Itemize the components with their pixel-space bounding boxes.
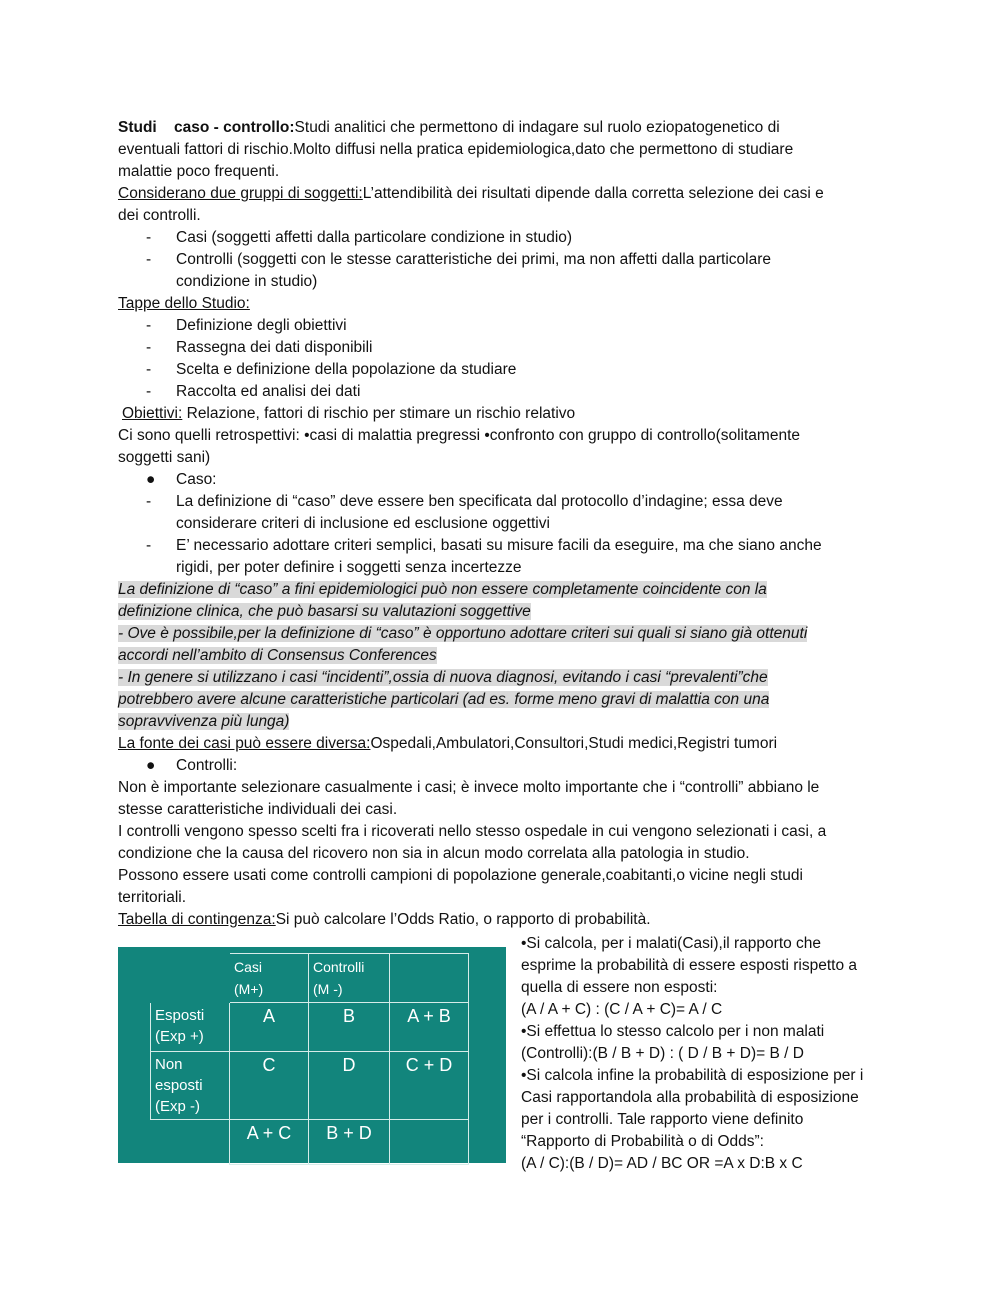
list-item-text: La definizione di “caso” deve essere ben specificata dal protocollo d’indagine; essa deve (176, 493, 783, 510)
col-header-controlli: Controlli (M -) (309, 954, 390, 1003)
side-line: Casi rapportandola alla probabilità di esposizione (521, 1089, 859, 1106)
list-item-text: condizione in studio) (176, 273, 318, 290)
controlli-text: stesse caratteristiche individuali dei casi. (118, 801, 398, 818)
highlight-line: potrebbero avere alcune caratteristiche particolari (ad es. forme meno gravi di malattia con una (118, 691, 770, 708)
retro-line-2: soggetti sani) (118, 449, 211, 466)
side-line: “Rapporto di Probabilità o di Odds”: (521, 1133, 764, 1150)
fonte-label: La fonte dei casi può essere diversa: (118, 735, 371, 752)
bullet-item-controlli (118, 755, 878, 777)
table-empty-cell (151, 1120, 230, 1165)
dash-marker: - (146, 361, 152, 378)
list-item-text: rigidi, per poter definire i soggetti senza incertezze (176, 559, 522, 576)
controlli-text: Non è importante selezionare casualmente i casi; è invece molto importante che i “controlli” abbiano le (118, 779, 820, 796)
intro-line-1 (118, 117, 878, 139)
list-item (118, 359, 878, 381)
cell-b: B (309, 1003, 390, 1052)
bullet-marker: ● (146, 757, 156, 774)
list-item-text: considerare criteri di inclusione ed esclusione oggettivi (176, 515, 550, 532)
odds-ratio-explanation (521, 933, 891, 1175)
list-item-text: Raccolta ed analisi dei dati (176, 383, 361, 400)
caso-label: Caso: (176, 471, 217, 488)
col-header-casi: Casi (M+) (230, 954, 309, 1003)
retro-line-1: Ci sono quelli retrospettivi: •casi di malattia pregressi •confronto con gruppo di controllo(solitamente (118, 427, 800, 444)
row-label-esposti: Esposti (Exp +) (151, 1003, 230, 1052)
list-item (118, 491, 878, 535)
dash-marker: - (146, 339, 152, 356)
controlli-label: Controlli: (176, 757, 238, 774)
list-item (118, 381, 878, 403)
highlighted-notes (118, 579, 878, 733)
cell-c-plus-d: C + D (390, 1052, 469, 1120)
list-item (118, 535, 878, 579)
list-item-text: Rassegna dei dati disponibili (176, 339, 373, 356)
row-label-non-esposti: Non esposti (Exp -) (151, 1052, 230, 1120)
cell-b-plus-d: B + D (309, 1120, 390, 1165)
cell-a: A (230, 1003, 309, 1052)
list-item (118, 249, 878, 293)
side-line: (A / A + C) : (C / A + C)= A / C (521, 1001, 723, 1018)
side-line: •Si calcola infine la probabilità di esposizione per i (521, 1067, 864, 1084)
list-item-text: Definizione degli obiettivi (176, 317, 347, 334)
fonte-text: Ospedali,Ambulatori,Consultori,Studi medici,Registri tumori (370, 735, 778, 752)
highlight-line: definizione clinica, che può basarsi su valutazioni soggettive (118, 603, 531, 620)
controlli-text: condizione che la causa del ricovero non sia in alcun modo correlata alla patologia in studio. (118, 845, 750, 862)
tappe-label: Tappe dello Studio: (118, 295, 250, 312)
side-line: esprime la probabilità di essere esposti rispetto a (521, 957, 858, 974)
tabella-line (118, 909, 878, 931)
document-body (118, 117, 878, 931)
highlight-line: - Ove è possibile,per la definizione di “caso” è opportuno adottare criteri sui quali si siano già ottenuti (118, 625, 808, 642)
controlli-text: Possono essere usati come controlli campioni di popolazione generale,coabitanti,o vicine negli studi (118, 867, 803, 884)
tabella-label: Tabella di contingenza: (118, 911, 276, 928)
cell-c: C (230, 1052, 309, 1120)
intro-line-2: eventuali fattori di rischio.Molto diffusi nella pratica epidemiologica,dato che permettono di studiare (118, 141, 794, 158)
contingency-section (118, 933, 888, 1183)
dash-marker: - (146, 493, 152, 510)
highlight-line: - In genere si utilizzano i casi “incidenti”,ossia di nuova diagnosi, evitando i casi “prevalenti”che (118, 669, 768, 686)
dash-marker: - (146, 537, 152, 554)
list-item (118, 227, 878, 249)
gruppi-label: Considerano due gruppi di soggetti: (118, 185, 363, 202)
bullet-marker: ● (146, 471, 156, 488)
gruppi-text: L’attendibilità dei risultati dipende dalla corretta selezione dei casi e (362, 185, 824, 202)
list-item-text: E’ necessario adottare criteri semplici, basati su misure facili da eseguire, ma che siano anche (176, 537, 822, 554)
gruppi-line-2: dei controlli. (118, 207, 201, 224)
cell-d: D (309, 1052, 390, 1120)
table-empty-cell (390, 1120, 469, 1165)
col-header-total (390, 954, 469, 1003)
side-line: per i controlli. Tale rapporto viene definito (521, 1111, 804, 1128)
side-line: (A / C):(B / D)= AD / BC OR =A x D:B x C (521, 1155, 803, 1172)
list-item (118, 337, 878, 359)
fonte-line (118, 733, 878, 755)
table-corner (151, 954, 230, 1003)
side-line: quella di essere non esposti: (521, 979, 718, 996)
controlli-text: I controlli vengono spesso scelti fra i ricoverati nello stesso ospedale in cui vengono selezionati i casi, a (118, 823, 827, 840)
list-item-text: Casi (soggetti affetti dalla particolare condizione in studio) (176, 229, 573, 246)
highlight-line: accordi nell’ambito di Consensus Conferences (118, 647, 437, 664)
contingency-table-image (118, 947, 506, 1163)
obiettivi-line (118, 403, 878, 425)
cell-a-plus-c: A + C (230, 1120, 309, 1165)
list-item (118, 315, 878, 337)
list-item-text: Controlli (soggetti con le stesse caratteristiche dei primi, ma non affetti dalla particolare (176, 251, 772, 268)
dash-marker: - (146, 251, 152, 268)
contingency-table (150, 953, 469, 1165)
intro-line-3: malattie poco frequenti. (118, 163, 280, 180)
dash-marker: - (146, 229, 152, 246)
intro-text: Studi analitici che permettono di indagare sul ruolo eziopatogenetico di (294, 119, 780, 136)
highlight-line: sopravvivenza più lunga) (118, 713, 290, 730)
dash-marker: - (146, 317, 152, 334)
intro-title: Studi caso - controllo: (118, 119, 295, 136)
highlight-line: La definizione di “caso” a fini epidemiologici può non essere completamente coincidente con la (118, 581, 767, 598)
gruppi-line (118, 183, 878, 205)
controlli-text: territoriali. (118, 889, 187, 906)
obiettivi-label: Obiettivi: (122, 405, 183, 422)
list-item-text: Scelta e definizione della popolazione da studiare (176, 361, 517, 378)
side-line: •Si effettua lo stesso calcolo per i non malati (521, 1023, 825, 1040)
bullet-item-caso (118, 469, 878, 491)
cell-a-plus-b: A + B (390, 1003, 469, 1052)
tabella-text: Si può calcolare l’Odds Ratio, o rapporto di probabilità. (275, 911, 651, 928)
side-line: (Controlli):(B / B + D) : ( D / B + D)= B / D (521, 1045, 804, 1062)
side-line: •Si calcola, per i malati(Casi),il rapporto che (521, 935, 822, 952)
dash-marker: - (146, 383, 152, 400)
obiettivi-text: Relazione, fattori di rischio per stimare un rischio relativo (182, 405, 576, 422)
